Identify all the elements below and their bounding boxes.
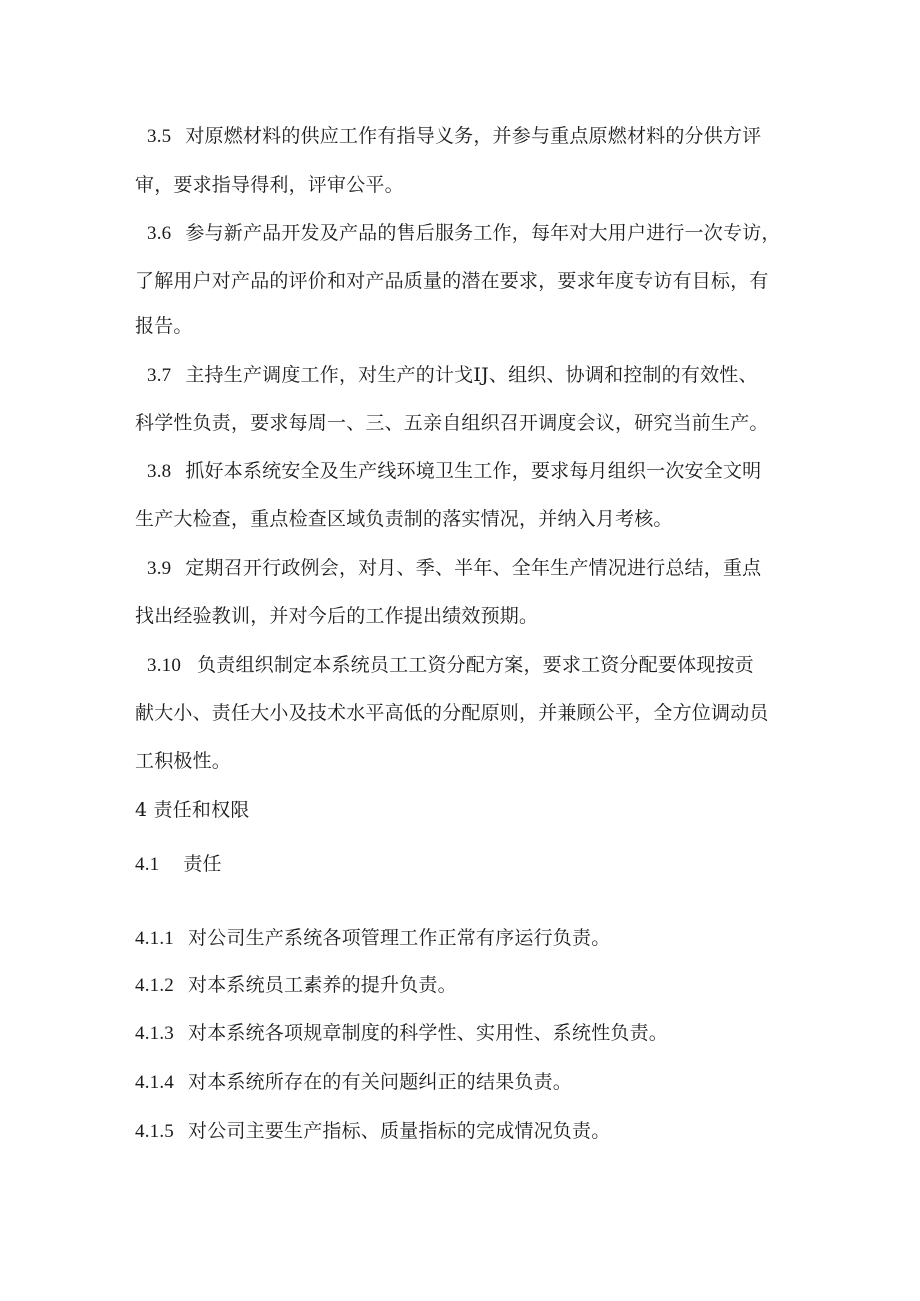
item-text: 抓好本系统安全及生产线环境卫生工作，要求每月组织一次安全文明 [185,460,762,482]
responsibility-4-1-4 [135,1069,815,1096]
item-text: 找出经验教训，并对今后的工作提出绩效预期。 [135,605,539,627]
item-text: 了解用户对产品的评价和对产品质量的潜在要求，要求年度专访有目标，有 [135,270,769,292]
responsibility-4-1-5 [135,1118,815,1145]
responsibility-4-1-3 [135,1020,815,1047]
item-3-8-line-1 [147,458,827,485]
item-3-6-line-3 [135,313,815,339]
item-text: 献大小、责任大小及技术水平高低的分配原则，并兼顾公平，全方位调动员 [135,702,769,724]
item-3-8-line-2 [135,506,815,532]
section-title: 4 责任和权限 [135,799,250,821]
item-3-5-line-1 [147,123,827,150]
item-3-7-line-2 [135,410,815,436]
item-text: 定期召开行政例会，对月、季、半年、全年生产情况进行总结，重点 [185,557,762,579]
item-number: 3.8 [147,461,172,482]
item-3-7-line-1 [147,362,827,389]
item-text: 审，要求指导得利，评审公平。 [135,174,404,196]
item-number: 4.1.1 [135,928,174,949]
item-text: 负责组织制定本系统员工工资分配方案，要求工资分配要体现按贡 [197,654,754,676]
item-3-10-line-1 [147,652,827,679]
item-number: 4.1.4 [135,1072,174,1093]
item-text: 对公司生产系统各项管理工作正常有序运行负责。 [188,927,611,949]
item-text: 对原燃材料的供应工作有指导义务，并参与重点原燃材料的分供方评 [185,125,762,147]
item-3-9-line-1 [147,555,827,582]
item-text: 报告。 [135,315,193,337]
item-number: 4.1.2 [135,975,174,996]
item-3-10-line-2 [135,700,815,726]
item-3-5-line-2 [135,172,815,198]
section-4-1-heading [135,851,815,878]
item-3-9-line-2 [135,603,815,629]
item-number: 4.1.3 [135,1023,174,1044]
item-number: 3.9 [147,558,172,579]
item-number: 3.5 [147,126,172,147]
item-number: 3.7 [147,365,172,386]
item-text: 主持生产调度工作，对生产的计戈IJ、组织、协调和控制的有效性、 [185,364,758,386]
item-3-6-line-1 [147,220,827,247]
item-text: 对公司主要生产指标、质量指标的完成情况负责。 [188,1120,611,1142]
responsibility-4-1-1 [135,925,815,952]
item-text: 参与新产品开发及产品的售后服务工作，每年对大用户进行一次专访， [185,222,781,244]
item-number: 4.1.5 [135,1121,174,1142]
item-text: 对本系统各项规章制度的科学性、实用性、系统性负责。 [188,1022,669,1044]
item-number: 3.6 [147,223,172,244]
section-number: 4.1 [135,854,160,875]
item-3-10-line-3 [135,748,815,774]
item-text: 科学性负责，要求每周一、三、五亲自组织召开调度会议，研究当前生产。 [135,412,769,434]
section-4-heading [135,797,815,823]
responsibility-4-1-2 [135,972,815,999]
item-3-6-line-2 [135,268,815,294]
section-title: 责任 [183,853,222,875]
item-text: 生产大检查，重点检查区域负责制的落实情况，并纳入月考核。 [135,508,673,530]
item-text: 工积极性。 [135,750,232,772]
item-number: 3.10 [147,655,182,676]
item-text: 对本系统所存在的有关问题纠正的结果负责。 [188,1071,573,1093]
item-text: 对本系统员工素养的提升负责。 [188,974,457,996]
